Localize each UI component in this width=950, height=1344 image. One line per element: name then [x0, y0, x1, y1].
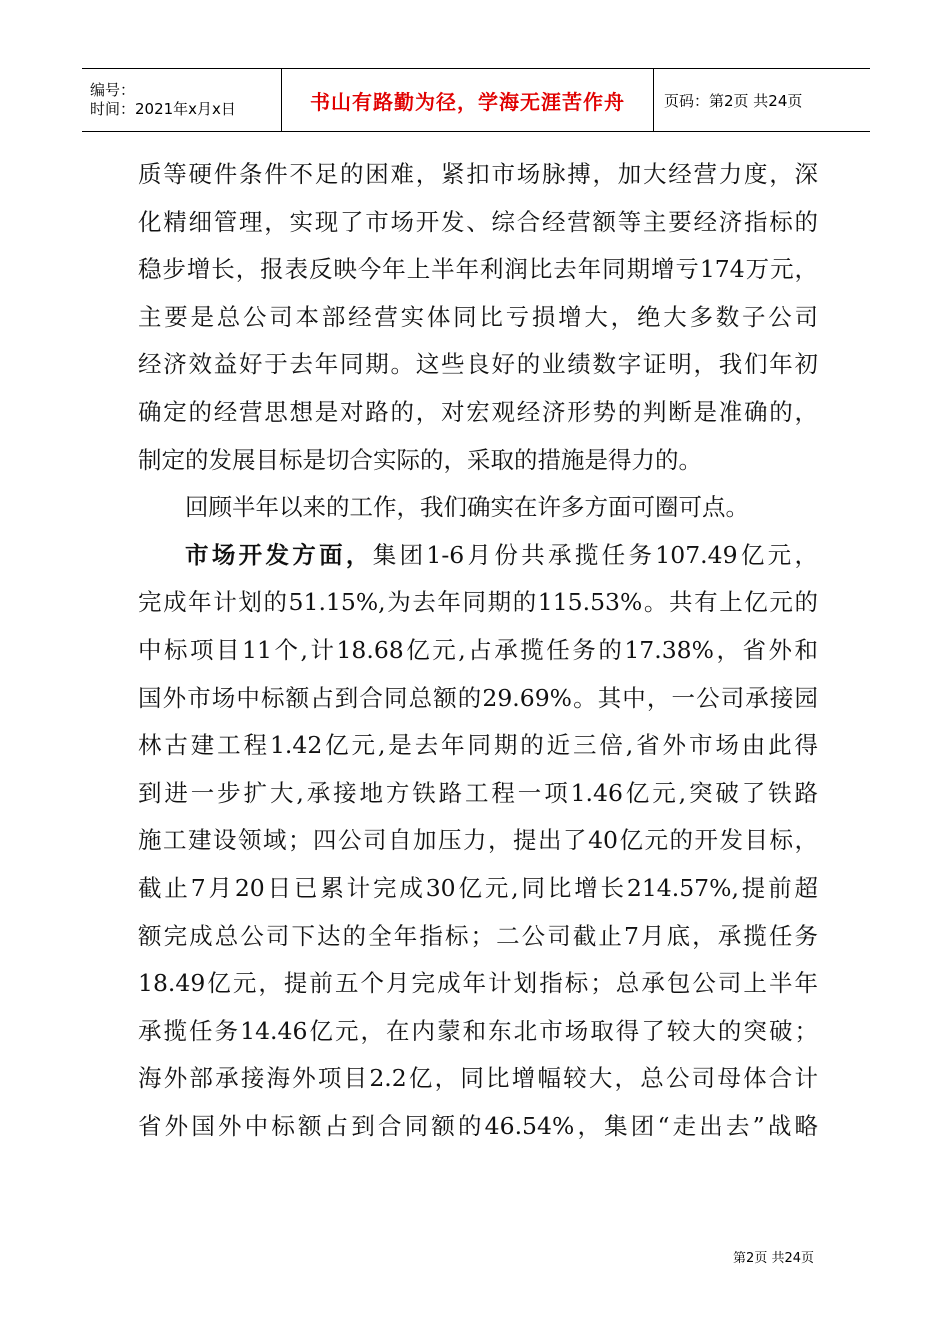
header-page-cell — [654, 69, 870, 131]
body-line: 完成年计划的51.15%,为去年同期的115.53%。共有上亿元的 — [138, 588, 818, 617]
header-meta — [82, 69, 282, 131]
header-motto: 书山有路勤为径，学海无涯苦作舟 — [310, 89, 625, 114]
body-line: 截止7月20日已累计完成30亿元,同比增长214.57%,提前超 — [138, 873, 818, 902]
body-line: 经济效益好于去年同期。这些良好的业绩数字证明，我们年初 — [138, 350, 818, 379]
body-line: 主要是总公司本部经营实体同比亏损增大，绝大多数子公司 — [138, 302, 818, 331]
body-line: 化精细管理，实现了市场开发、综合经营额等主要经济指标的 — [138, 207, 818, 236]
body-line: 到进一步扩大,承接地方铁路工程一项1.46亿元,突破了铁路 — [138, 778, 818, 807]
body-line: 稳步增长，报表反映今年上半年利润比去年同期增亏174万元， — [138, 255, 818, 284]
footer-page-number: 第2页 共24页 — [733, 1251, 814, 1266]
document-number-label: 编号： — [90, 81, 136, 99]
header-motto-cell — [282, 69, 654, 131]
market-first-line-text: 集团1-6月份共承揽任务107.49亿元， — [372, 540, 818, 569]
body-line: 质等硬件条件不足的困难，紧扣市场脉搏，加大经营力度，深 — [138, 160, 818, 188]
body-line: 制定的发展目标是切合实际的，采取的措施是得力的。 — [138, 445, 702, 474]
page-footer — [733, 1247, 814, 1266]
body-line: 施工建设领域；四公司自加压力，提出了40亿元的开发目标， — [138, 826, 818, 855]
page-header — [82, 68, 870, 132]
market-paragraph-first-line — [138, 532, 818, 580]
body-line: 林古建工程1.42亿元,是去年同期的近三倍,省外市场由此得 — [138, 731, 818, 760]
body-line: 海外部承接海外项目2.2亿，同比增幅较大，总公司母体合计 — [138, 1064, 818, 1093]
document-body — [138, 151, 818, 1150]
body-line: 承揽任务14.46亿元，在内蒙和东北市场取得了较大的突破； — [138, 1016, 818, 1045]
header-page-number: 页码：第2页 共24页 — [664, 91, 803, 110]
body-line: 18.49亿元，提前五个月完成年计划指标；总承包公司上半年 — [138, 969, 818, 998]
document-time-label: 时间：2021年x月x日 — [90, 100, 236, 118]
paragraph-intro: 回顾半年以来的工作，我们确实在许多方面可圈可点。 — [185, 493, 749, 522]
body-line: 中标项目11个,计18.68亿元,占承揽任务的17.38%，省外和 — [138, 635, 818, 664]
body-line: 额完成总公司下达的全年指标；二公司截止7月底，承揽任务 — [138, 921, 818, 950]
body-line: 国外市场中标额占到合同总额的29.69%。其中，一公司承接园 — [138, 683, 818, 712]
body-line: 省外国外中标额占到合同额的46.54%，集团“走出去”战略 — [138, 1111, 818, 1140]
body-line: 确定的经营思想是对路的，对宏观经济形势的判断是准确的， — [138, 397, 818, 426]
market-heading: 市场开发方面， — [185, 540, 373, 569]
